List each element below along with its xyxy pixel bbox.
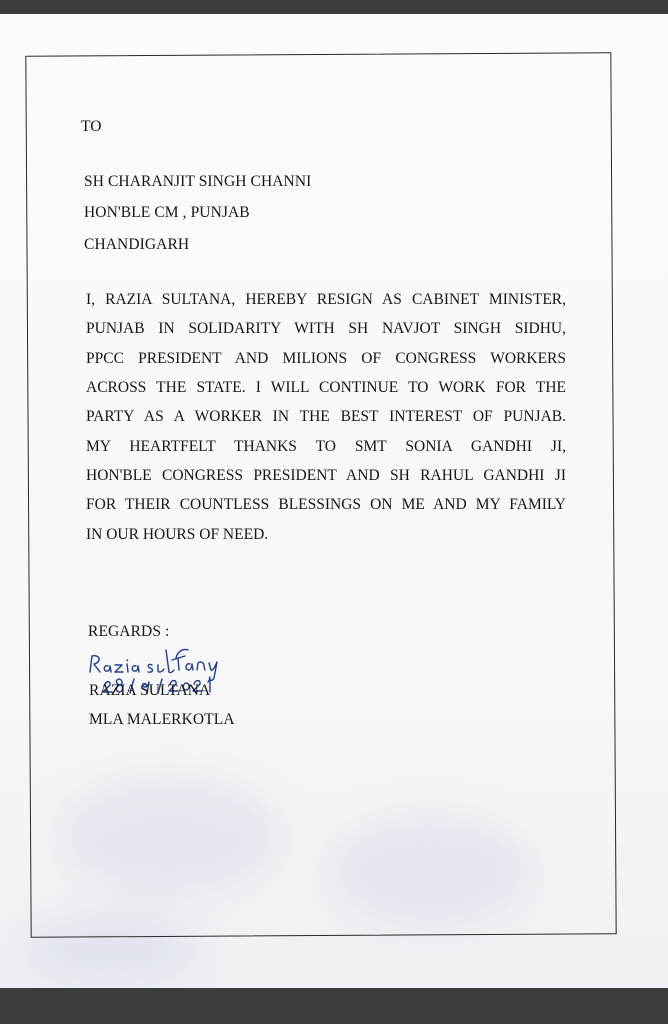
body-line: ACROSS THE STATE. I WILL CONTINUE TO WORK FOR THE xyxy=(86,379,566,396)
body-line: MY HEARTFELT THANKS TO SMT SONIA GANDHI JI, xyxy=(86,438,566,455)
recipient-name: SH CHARANJIT SINGH CHANNI xyxy=(84,173,312,190)
signer-name: RAZIA SULTANA xyxy=(89,682,211,699)
signer-title: MLA MALERKOTLA xyxy=(89,711,235,728)
body-line: IN OUR HOURS OF NEED. xyxy=(86,526,269,543)
recipient-location: CHANDIGARH xyxy=(84,236,190,253)
body-line: PUNJAB IN SOLIDARITY WITH SH NAVJOT SINGH SIDHU, xyxy=(86,320,566,337)
body-line: I, RAZIA SULTANA, HEREBY RESIGN AS CABINET MINISTER, xyxy=(86,291,566,308)
body-line: PPCC PRESIDENT AND MILIONS OF CONGRESS WORKERS xyxy=(86,350,566,367)
body-line: PARTY AS A WORKER IN THE BEST INTEREST OF PUNJAB. xyxy=(86,408,566,425)
closing: REGARDS : xyxy=(88,623,170,640)
bottom-dark-border xyxy=(0,988,668,1024)
top-dark-border xyxy=(0,0,668,14)
salutation: TO xyxy=(81,118,102,135)
letter-page xyxy=(0,14,668,988)
body-line: FOR THEIR COUNTLESS BLESSINGS ON ME AND MY FAMILY xyxy=(86,496,566,513)
body-line: HON'BLE CONGRESS PRESIDENT AND SH RAHUL GANDHI JI xyxy=(86,467,566,484)
recipient-title: HON'BLE CM , PUNJAB xyxy=(84,204,250,221)
